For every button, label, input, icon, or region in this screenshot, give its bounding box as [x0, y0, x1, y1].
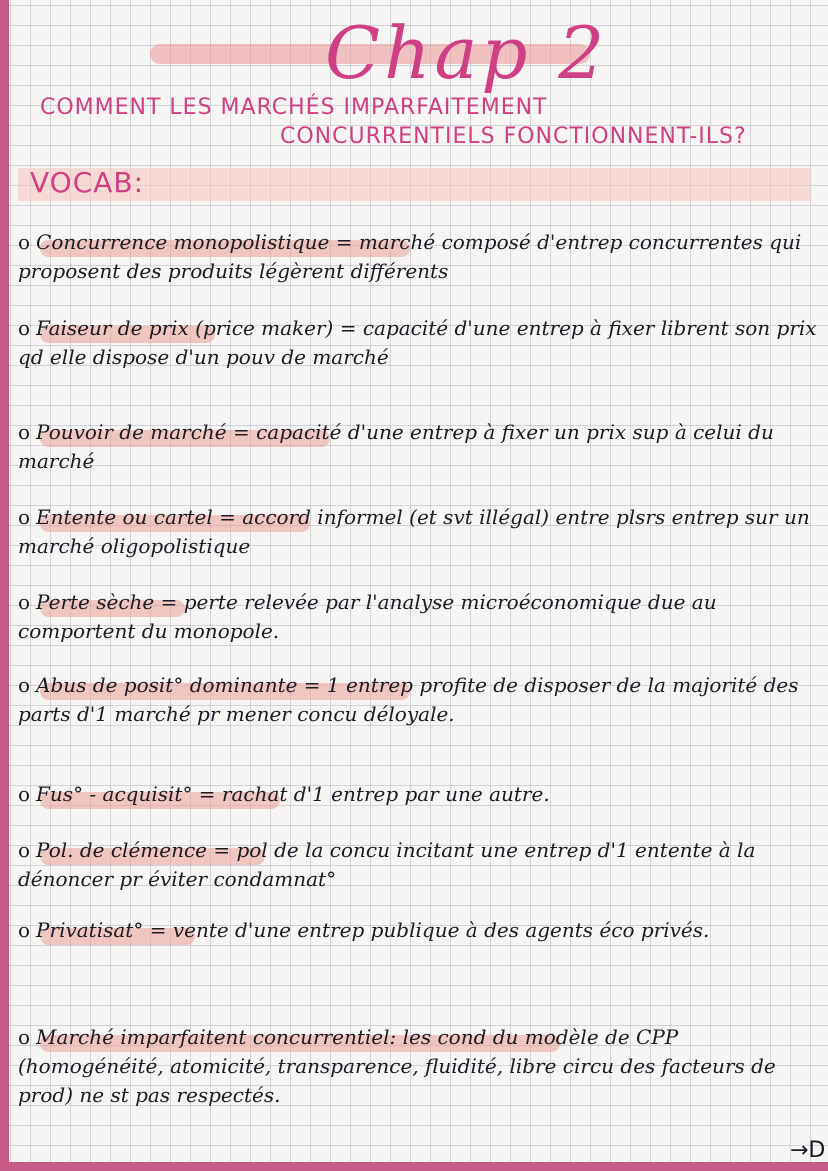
- vocab-entry: [18, 836, 818, 894]
- entry-text: Privatisat° = vente d'une entrep publique à des agents éco privés.: [36, 918, 710, 942]
- vocab-entry: [18, 228, 818, 286]
- bullet: o: [18, 1025, 31, 1049]
- bullet: o: [18, 673, 31, 697]
- question-line-1: COMMENT LES MARCHÉS IMPARFAITEMENT: [40, 95, 548, 120]
- bullet: o: [18, 230, 31, 254]
- entry-text: Fus° - acquisit° = rachat d'1 entrep par une autre.: [36, 782, 550, 806]
- bullet: o: [18, 782, 31, 806]
- entry-text: Entente ou cartel = accord informel (et svt illégal) entre plsrs entrep sur un marché oligopolistique: [18, 505, 810, 558]
- bullet: o: [18, 590, 31, 614]
- margin-line: [0, 0, 9, 1171]
- vocab-entry: [18, 588, 818, 646]
- bullet: o: [18, 316, 31, 340]
- vocab-entry: [18, 671, 818, 729]
- vocab-entry: [18, 780, 818, 809]
- vocab-entry: [18, 503, 818, 561]
- entry-text: Pouvoir de marché = capacité d'une entrep à fixer un prix sup à celui du marché: [18, 420, 774, 473]
- entry-text: Abus de posit° dominante = 1 entrep profite de disposer de la majorité des parts d'1 marché pr mener concu déloyale.: [18, 673, 799, 726]
- entry-text: Perte sèche = perte relevée par l'analyse microéconomique due au comportent du monopole.: [18, 590, 717, 643]
- bottom-border: [0, 1162, 828, 1171]
- question-line-2: CONCURRENTIELS FONCTIONNENT-ILS?: [280, 124, 747, 149]
- bullet: o: [18, 918, 31, 942]
- section-label: VOCAB:: [30, 166, 145, 199]
- page-title: Chap 2: [325, 11, 609, 95]
- vocab-entry: [18, 314, 818, 372]
- entry-text: Concurrence monopolistique = marché composé d'entrep concurrentes qui proposent des produits légèrent différents: [18, 230, 802, 283]
- entry-text: Faiseur de prix (price maker) = capacité d'une entrep à fixer librent son prix qd elle dispose d'un pouv de marché: [18, 316, 817, 369]
- entry-text: Marché imparfaitent concurrentiel: les cond du modèle de CPP (homogénéité, atomicité, transparence, fluidité, libre circu des facteurs de prod) ne st pas respectés.: [18, 1025, 776, 1107]
- vocab-entry: [18, 418, 818, 476]
- vocab-entry: [18, 916, 818, 945]
- bullet: o: [18, 838, 31, 862]
- bullet: o: [18, 420, 31, 444]
- bullet: o: [18, 505, 31, 529]
- next-page-arrow: →D: [790, 1138, 826, 1163]
- vocab-entry: [18, 1023, 818, 1110]
- entry-text: Pol. de clémence = pol de la concu incitant une entrep d'1 entente à la dénoncer pr éviter condamnat°: [18, 838, 756, 891]
